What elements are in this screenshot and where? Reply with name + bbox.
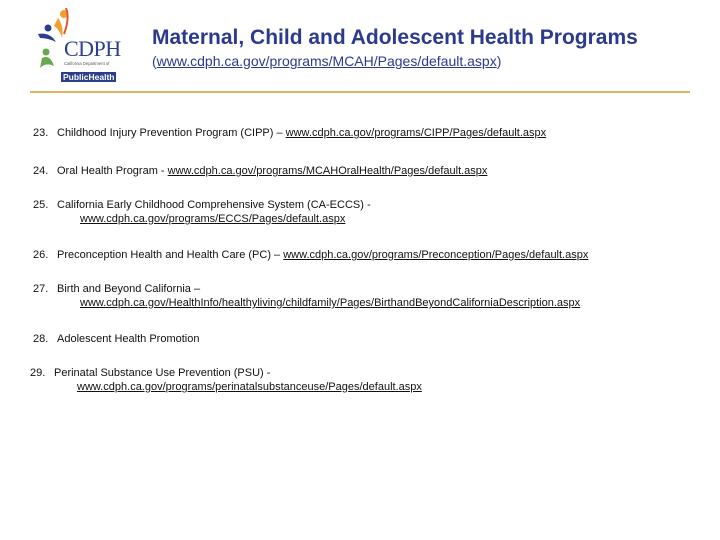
item-text: Adolescent Health Promotion xyxy=(57,333,200,345)
item-text: California Early Childhood Comprehensive System (CA-ECCS) - xyxy=(57,199,371,211)
list-item xyxy=(33,282,580,310)
header-divider xyxy=(30,91,690,93)
list-item xyxy=(33,248,588,262)
list-item xyxy=(33,198,371,226)
item-number: 25. xyxy=(33,199,49,211)
list-item xyxy=(33,126,546,140)
list-item xyxy=(33,164,487,178)
item-link[interactable]: www.cdph.ca.gov/programs/MCAHOralHealth/Pages/default.aspx xyxy=(167,165,488,177)
item-text: Childhood Injury Prevention Program (CIPP) – xyxy=(57,127,286,139)
list-item xyxy=(33,332,199,346)
list-item xyxy=(30,366,422,394)
item-number: 26. xyxy=(33,249,49,261)
cdph-logo xyxy=(34,8,120,82)
page-title: Maternal, Child and Adolescent Health Programs xyxy=(152,26,638,49)
item-number: 28. xyxy=(33,333,49,345)
item-link[interactable]: www.cdph.ca.gov/programs/Preconception/Pages/default.aspx xyxy=(283,249,589,261)
item-text: Preconception Health and Health Care (PC) – xyxy=(57,249,284,261)
logo-public-health: PublicHealth xyxy=(63,72,115,82)
item-number: 29. xyxy=(30,367,46,379)
item-text: Birth and Beyond California – xyxy=(57,283,201,295)
item-link[interactable]: www.cdph.ca.gov/HealthInfo/healthyliving/childfamily/Pages/BirthandBeyondCaliforniaDescription.aspx xyxy=(80,297,581,309)
item-number: 27. xyxy=(33,283,49,295)
item-link[interactable]: www.cdph.ca.gov/programs/ECCS/Pages/default.aspx xyxy=(80,213,346,225)
item-link[interactable]: www.cdph.ca.gov/programs/CIPP/Pages/default.aspx xyxy=(285,127,547,139)
logo-subtitle: California Department of xyxy=(64,61,110,66)
url-close-paren: ) xyxy=(496,53,502,69)
page-url-link[interactable]: www.cdph.ca.gov/programs/MCAH/Pages/default.aspx xyxy=(156,53,497,69)
logo-wordmark: CDPH xyxy=(64,36,121,61)
page-url-line xyxy=(152,53,501,69)
url-open-paren: ( xyxy=(152,53,157,69)
item-text: Oral Health Program - xyxy=(57,165,168,177)
item-text: Perinatal Substance Use Prevention (PSU) - xyxy=(54,367,271,379)
item-link[interactable]: www.cdph.ca.gov/programs/perinatalsubstanceuse/Pages/default.aspx xyxy=(77,381,422,393)
item-number: 23. xyxy=(33,127,49,139)
item-number: 24. xyxy=(33,165,49,177)
